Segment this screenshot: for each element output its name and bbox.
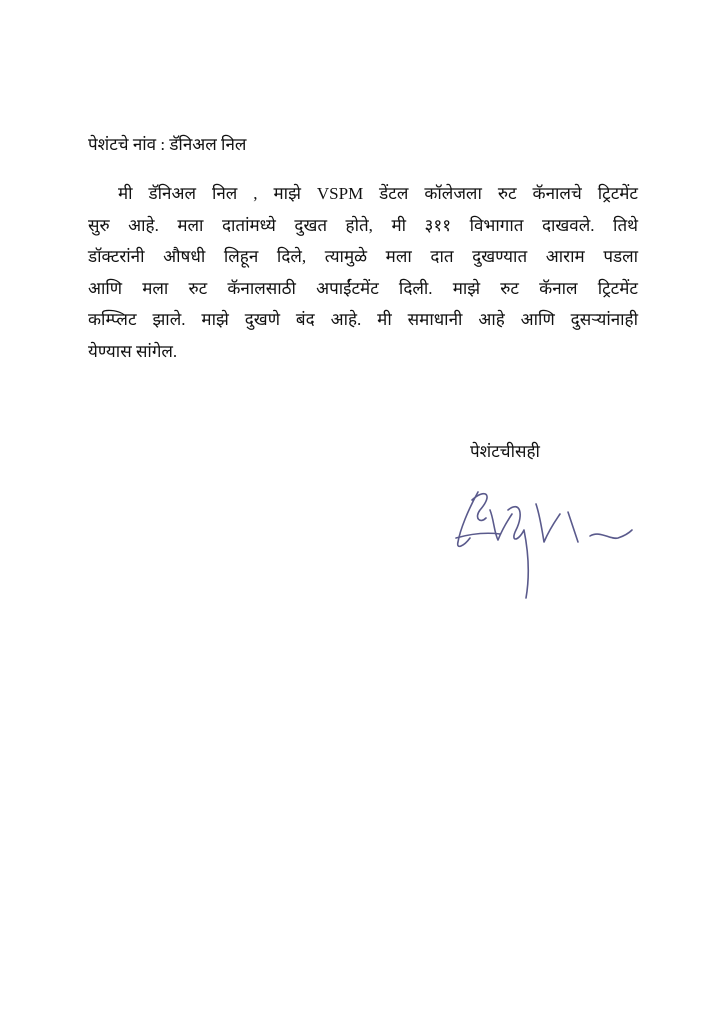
paragraph-line: डॉक्टरांनी औषधी लिहून दिले, त्यामुळे मला दात दुखण्यात आराम पडला: [88, 247, 638, 266]
paragraph-line: कम्प्लिट झाले. माझे दुखणे बंद आहे. मी समाधानी आहे आणि दुसऱ्यांनाही: [88, 310, 638, 329]
patient-name-line: पेशंटचे नांव : डॅनिअल निल: [88, 135, 247, 154]
paragraph-line: आणि मला रुट कॅनालसाठी अपाईंटमेंट दिली. माझे रुट कॅनाल ट्रिटमेंट: [88, 278, 638, 298]
statement-paragraph: [88, 178, 638, 367]
handwritten-signature: [450, 480, 640, 605]
paragraph-line: मी डॅनिअल निल , माझे VSPM डेंटल कॉलेजला रुट कॅनालचे ट्रिटमेंट: [118, 184, 638, 203]
paragraph-line: सुरु आहे. मला दातांमध्ये दुखत होते, मी ३११ विभागात दाखवले. तिथे: [88, 215, 638, 235]
paragraph-line: येण्यास सांगेल.: [88, 341, 178, 361]
signature-label: पेशंटचीसही: [470, 442, 540, 461]
